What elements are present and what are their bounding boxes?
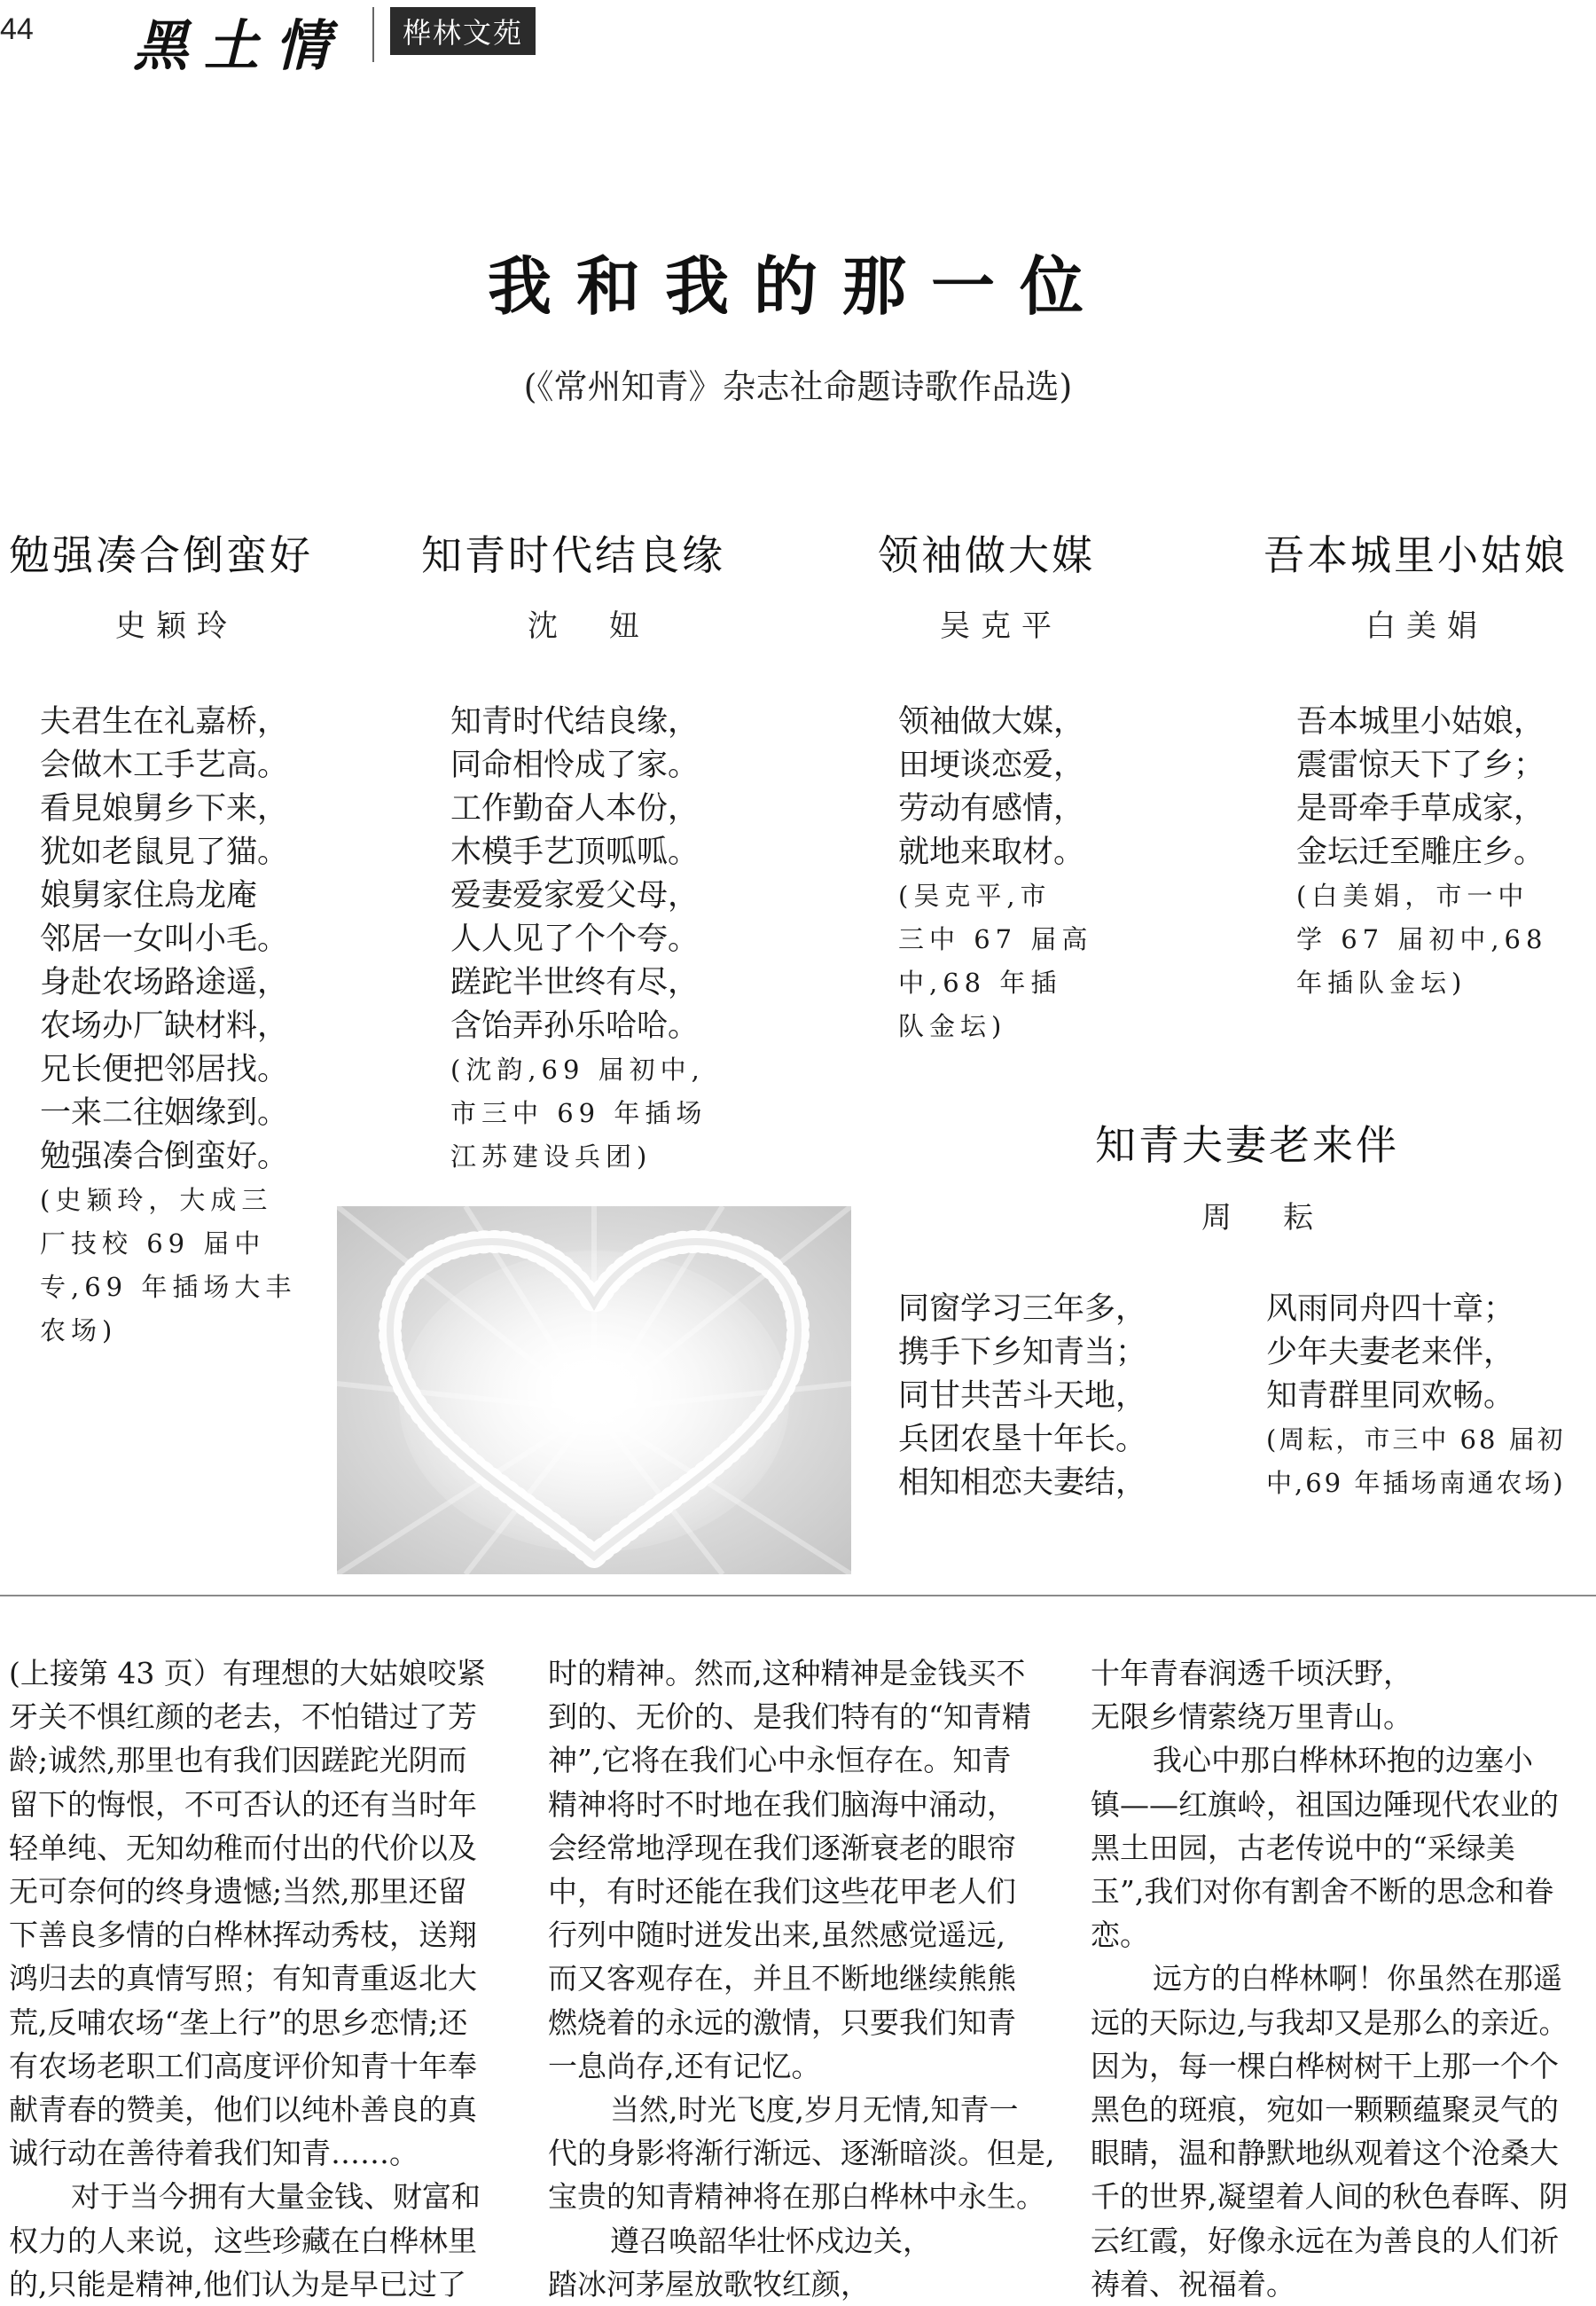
body-line: 我心中那白桦林环抱的边塞小 (1153, 1743, 1533, 1778)
header-divider (372, 7, 374, 62)
article-subtitle: (《常州知青》杂志社命题诗歌作品选) (523, 367, 1073, 406)
body-line: 中，有时还能在我们这些花甲老人们 (548, 1874, 1016, 1910)
body-line: 一息尚存,还有记忆。 (548, 2048, 821, 2083)
poem-line: 勉强凑合倒蛮好。 (40, 1139, 289, 1174)
poem-line: 同窗学习三年多， (898, 1291, 1147, 1327)
poem-title: 勉强凑合倒蛮好 (9, 531, 313, 579)
poem-line: 看見娘舅乡下来， (40, 791, 289, 827)
poem-note: 中,69 年插场南通农场) (1266, 1468, 1566, 1498)
poem-line: 兄长便把邻居找。 (40, 1052, 289, 1087)
heart-icon (337, 1206, 851, 1574)
body-line: 踏冰河茅屋放歌牧红颜， (548, 2266, 870, 2302)
body-line: 鸿归去的真情写照；有知青重返北大 (9, 1961, 477, 1996)
poem-note: 厂技校 69 届中 (40, 1228, 266, 1259)
poem-body (1296, 701, 1547, 1005)
poem-line: 夫君生在礼嘉桥， (40, 704, 289, 740)
body-line: 有农场老职工们高度评价知青十年奉 (9, 2048, 477, 2083)
poem-note: (吴克平,市 (898, 881, 1052, 911)
poem-note: (史颖玲，大成三 (40, 1185, 273, 1215)
body-line: 祷着、祝福着。 (1091, 2266, 1295, 2302)
body-line: 对于当今拥有大量金钱、财富和 (71, 2179, 481, 2215)
poem-line: 兵团农垦十年长。 (898, 1422, 1147, 1457)
poem-line: 会做木工手艺高。 (40, 748, 289, 783)
poem-line: 爱妻爱家爱父母， (450, 878, 700, 914)
poem-line: 邻居一女叫小毛。 (40, 922, 289, 957)
body-line: 黑土田园，古老传说中的“采绿美 (1091, 1830, 1515, 1865)
body-line: 千的世界,凝望着人间的秋色春晖、阴 (1091, 2179, 1569, 2215)
poem-author: 白美娟 (1365, 608, 1488, 644)
body-line: 十年青春润透千顷沃野， (1091, 1656, 1412, 1690)
poem-line: 震雷惊天下了乡； (1296, 748, 1545, 783)
body-line: 黑色的斑痕，宛如一颗颗蕴聚灵气的 (1091, 2092, 1559, 2128)
body-line: 神”,它将在我们心中永恒存在。知青 (548, 1743, 1012, 1778)
poem-line: 是哥牵手草成家， (1296, 791, 1545, 827)
poem-note: 江苏建设兵团) (450, 1141, 653, 1172)
section-divider (0, 1595, 1596, 1596)
body-line: 玉”,我们对你有割舍不断的思念和眷 (1091, 1874, 1554, 1910)
poem-line: 一来二往姻缘到。 (40, 1095, 289, 1131)
poem-line: 相知相恋夫妻结， (898, 1465, 1147, 1501)
body-line: 燃烧着的永远的激情，只要我们知青 (548, 2004, 1016, 2040)
body-line: 云红霞，好像永远在为善良的人们祈 (1091, 2223, 1559, 2258)
poem-line: 吾本城里小姑娘， (1296, 704, 1545, 740)
poem-line: 少年夫妻老来伴， (1266, 1335, 1515, 1370)
body-line: 留下的悔恨，不可否认的还有当时年 (9, 1786, 477, 1822)
body-line: 恋。 (1091, 1918, 1149, 1953)
body-line: 会经常地浮现在我们逐渐衰老的眼帘 (548, 1830, 1016, 1865)
body-line: 无限乡情萦绕万里青山。 (1091, 1699, 1412, 1735)
body-line: 行列中随时迸发出来,虽然感觉遥远, (548, 1918, 1005, 1953)
poem-body (40, 701, 296, 1353)
poem-title: 知青时代结良缘 (421, 531, 725, 579)
body-line: 而又客观存在，并且不断地继续熊熊 (548, 1961, 1016, 1996)
body-line: 时的精神。然而,这种精神是金钱买不 (548, 1656, 1026, 1690)
poem-line: 工作勤奋人本份， (450, 791, 700, 827)
body-column-3 (1091, 1651, 1596, 2306)
poem-note: 专,69 年插场大丰 (40, 1272, 297, 1302)
poem-note: (白美娟，市一中 (1296, 881, 1530, 911)
poem-author: 史颖玲 (115, 608, 238, 644)
body-line: 精神将时不时地在我们脑海中涌动， (548, 1786, 1016, 1822)
body-line: 代的身影将渐行渐远、逐渐暗淡。但是, (548, 2136, 1055, 2171)
section-tag: 桦林文苑 (390, 7, 536, 55)
poem-line: 犹如老鼠見了猫。 (40, 835, 289, 870)
poem-line: 风雨同舟四十章； (1266, 1291, 1515, 1327)
page-number: 44 (0, 12, 34, 46)
heart-illustration (337, 1206, 851, 1574)
body-line: 到的、无价的、是我们特有的“知青精 (548, 1699, 1031, 1735)
poem-line: 知青群里同欢畅。 (1266, 1378, 1515, 1414)
poem-line: 领袖做大媒， (898, 704, 1085, 740)
body-line: 下善良多情的白桦林挥动秀枝，送翔 (9, 1918, 477, 1953)
poem-body-left (898, 1288, 1146, 1505)
poem-author: 周 耘 (1201, 1200, 1324, 1235)
poem-line: 蹉跎半世终有尽， (450, 965, 700, 1000)
body-line: 无可奈何的终身遗憾;当然,那里还留 (9, 1874, 467, 1910)
poem-line: 携手下乡知青当； (898, 1335, 1147, 1370)
poem-line: 田埂谈恋爱， (898, 748, 1085, 783)
body-line: 献青春的赞美，他们以纯朴善良的真 (9, 2092, 477, 2128)
poem-body (898, 701, 1092, 1048)
poem-line: 劳动有感情， (898, 791, 1085, 827)
poem-title: 知青夫妻老来伴 (1095, 1121, 1399, 1169)
poem-line: 知青时代结良缘， (450, 704, 700, 740)
poem-note: 市三中 69 年插场 (450, 1098, 708, 1128)
poem-line: 同甘共苦斗天地， (898, 1378, 1147, 1414)
poem-note: 队金坛) (898, 1011, 1007, 1041)
poem-note: 三中 67 届高 (898, 924, 1093, 954)
poem-line: 娘舅家住烏龙庵 (40, 878, 258, 914)
body-line: (上接第 43 页）有理想的大姑娘咬紧 (9, 1656, 486, 1690)
poem-line: 身赴农场路途遥， (40, 965, 289, 1000)
poem-line: 金坛迁至雕庄乡。 (1296, 835, 1545, 870)
body-column-2 (548, 1651, 1062, 2306)
poem-line: 木模手艺顶呱呱。 (450, 835, 700, 870)
body-line: 龄;诚然,那里也有我们因蹉跎光阴而 (9, 1743, 467, 1778)
body-line: 宝贵的知青精神将在那白桦林中永生。 (548, 2179, 1045, 2215)
poem-line: 农场办厂缺材料， (40, 1008, 289, 1044)
body-line: 诚行动在善待着我们知青……。 (9, 2136, 419, 2171)
body-line: 当然,时光飞度,岁月无情,知青一 (610, 2092, 1019, 2128)
poem-note: 中,68 年插 (898, 968, 1062, 998)
poem-line: 人人见了个个夸。 (450, 922, 700, 957)
body-line: 的,只能是精神,他们认为是早已过了 (9, 2266, 466, 2302)
article-title: 我和我的那一位 (487, 249, 1108, 324)
poem-body (450, 701, 707, 1179)
poem-line: 就地来取材。 (898, 835, 1085, 870)
body-line: 权力的人来说，这些珍藏在白桦林里 (9, 2223, 477, 2258)
body-line: 远方的白桦林啊！你虽然在那遥 (1153, 1961, 1562, 1996)
body-line: 镇——红旗岭，祖国边陲现代农业的 (1091, 1786, 1559, 1822)
poem-author: 沈 妞 (528, 608, 650, 644)
body-line: 遵召唤韶华壮怀戍边关， (610, 2223, 932, 2258)
poem-note: 年插队金坛) (1296, 968, 1467, 998)
magazine-logo: 黑土情 (133, 13, 347, 78)
body-line: 远的天际边,与我却又是那么的亲近。 (1091, 2004, 1569, 2040)
body-line: 荒,反哺农场“垄上行”的思乡恋情;还 (9, 2004, 468, 2040)
poem-author: 吴克平 (940, 608, 1062, 644)
poem-note: (沈韵,69 届初中, (450, 1055, 705, 1085)
poem-note: (周耘，市三中 68 届初 (1266, 1424, 1566, 1455)
poem-title: 领袖做大媒 (878, 531, 1095, 579)
body-column-1 (9, 1651, 523, 2306)
poem-note: 农场) (40, 1315, 118, 1345)
poem-line: 含饴弄孙乐哈哈。 (450, 1008, 700, 1044)
poem-body-right (1266, 1288, 1566, 1505)
poem-line: 同命相怜成了家。 (450, 748, 700, 783)
poem-title: 吾本城里小姑娘 (1264, 531, 1568, 579)
body-line: 牙关不惧红颜的老去，不怕错过了芳 (9, 1699, 477, 1735)
body-line: 因为，每一棵白桦树树干上那一个个 (1091, 2048, 1559, 2083)
body-line: 眼睛，温和静默地纵观着这个沧桑大 (1091, 2136, 1559, 2171)
body-line: 轻单纯、无知幼稚而付出的代价以及 (9, 1830, 477, 1865)
poem-note: 学 67 届初中,68 (1296, 924, 1548, 954)
